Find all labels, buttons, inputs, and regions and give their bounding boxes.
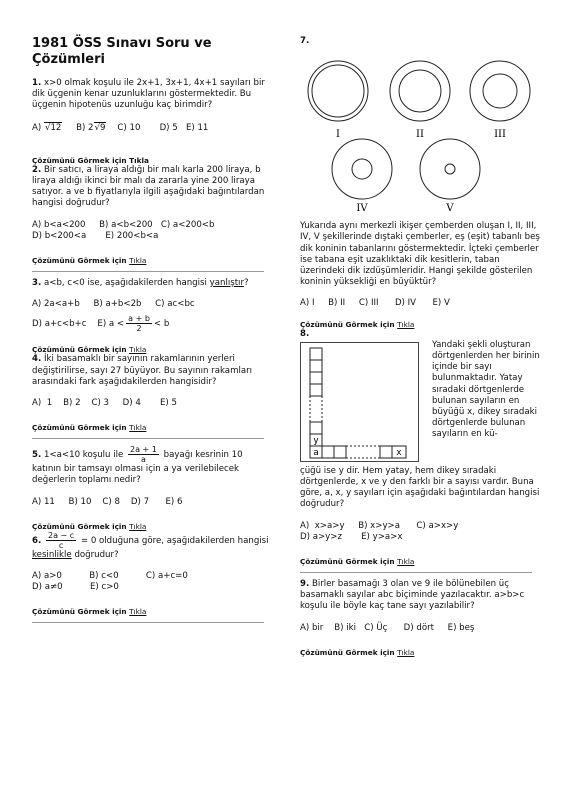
question-3 bbox=[32, 278, 272, 289]
question-7-text: Yukarıda aynı merkezli ikişer çemberden oluşan I, II, III, IV, V şekillerinde dıştaki çemberler, eş (eşit) tabanlı beş dik koninin tabanlarını göstermektedir. İçteki çemberler ise tabana eşit uzaklıktaki dik kesitlerin, taban üzerindeki dik izdüşümleridir. Hangi şekilde gösterilen koninin yüksekliği en büyüktür? bbox=[300, 221, 540, 288]
fraction bbox=[126, 314, 152, 333]
fraction-numerator: a + b bbox=[128, 314, 150, 324]
question-6-options bbox=[32, 571, 272, 593]
circle-figure-i bbox=[308, 61, 368, 140]
sqrt-9: √9 bbox=[94, 122, 106, 133]
circle-label-i: I bbox=[336, 129, 340, 141]
question-text-end: bayağı kesrinin 10 katının bir tamsayı olması için a ya verilebilecek değerlerin toplamı nedir? bbox=[32, 450, 243, 486]
question-number: 7. bbox=[300, 36, 310, 46]
solution-link[interactable]: Tıkla bbox=[129, 345, 147, 355]
options-line-2: D) b<200<a E) 200<b<a bbox=[32, 230, 159, 241]
solution-link-2 bbox=[32, 256, 272, 265]
question-number: 3. bbox=[32, 278, 42, 289]
question-9 bbox=[300, 579, 540, 613]
question-number: 6. bbox=[32, 535, 42, 546]
fraction-numerator: 2a + 1 bbox=[130, 445, 157, 455]
solution-link[interactable]: Tıkla bbox=[129, 423, 147, 433]
question-8-options bbox=[300, 521, 540, 543]
question-5-options bbox=[32, 497, 272, 508]
circle-figure-iv bbox=[332, 139, 392, 211]
question-text: = 0 olduğuna göre, aşağıdakilerden hangisi bbox=[80, 535, 269, 546]
grid-figure bbox=[300, 342, 420, 462]
question-4-options bbox=[32, 398, 272, 409]
option-e: E) 11 bbox=[185, 122, 209, 133]
question-text: İki basamaklı bir sayının rakamlarının yerleri değiştirilirse, sayı 27 büyüyor. Bu sayının rakamları arasındaki fark aşağıdakilerden hangisidir? bbox=[32, 354, 253, 387]
question-5 bbox=[32, 445, 272, 486]
horizontal-cells bbox=[310, 446, 406, 458]
question-8-number bbox=[300, 329, 540, 340]
solution-link-8 bbox=[300, 557, 540, 566]
solution-link-4 bbox=[32, 423, 272, 432]
question-text: 1<a<10 koşulu ile bbox=[43, 450, 124, 461]
fraction-numerator: 2a − c bbox=[47, 530, 75, 540]
grid-label-a: a bbox=[313, 447, 319, 458]
vertical-cells bbox=[310, 348, 322, 446]
solution-link[interactable]: Tıkla bbox=[129, 607, 147, 617]
question-number: 2. bbox=[32, 164, 42, 175]
solution-prefix: Çözümünü Görmek için bbox=[300, 557, 395, 567]
solution-prefix: Çözümünü Görmek için bbox=[32, 423, 127, 433]
options-line-1: A) a>0 B) c<0 C) a+c=0 bbox=[32, 571, 188, 582]
solution-link-1 bbox=[32, 156, 272, 165]
question-3-options-2 bbox=[32, 314, 272, 333]
solution-prefix: Çözümünü Görmek için bbox=[32, 345, 127, 355]
circle-label-iii: III bbox=[494, 129, 506, 141]
divider bbox=[32, 622, 264, 623]
circle-label-iv: IV bbox=[356, 203, 368, 212]
option-b-label: B) 2 bbox=[76, 122, 94, 133]
circle-label-v: V bbox=[446, 203, 454, 212]
solution-link-5 bbox=[32, 522, 272, 531]
question-4 bbox=[32, 354, 272, 388]
question-text: Birler basamağı 3 olan ve 9 ile bölünebilen üç basamaklı sayılar abc biçiminde yazılacaktır. a>b>c koşulu ile böyle kaç tane sayı yazılabilir? bbox=[300, 579, 525, 612]
options-line: A) 11 B) 10 C) 8 D) 7 E) 6 bbox=[32, 496, 183, 507]
question-6 bbox=[32, 531, 272, 561]
question-text: a<b, c<0 ise, aşağıdakilerden hangisi bbox=[43, 278, 207, 289]
question-text-underlined: kesinlikle bbox=[32, 549, 72, 560]
sqrt-value: 12 bbox=[50, 122, 62, 133]
question-2 bbox=[32, 165, 272, 210]
question-7-number bbox=[300, 36, 540, 47]
question-number: 8. bbox=[300, 328, 310, 339]
options-line-1: A) 2a<a+b B) a+b<2b C) ac<bc bbox=[32, 299, 195, 310]
solution-link-7 bbox=[300, 320, 540, 329]
question-number: 5. bbox=[32, 450, 42, 461]
left-column bbox=[32, 36, 272, 629]
solution-link-9 bbox=[300, 648, 540, 657]
right-column bbox=[300, 36, 540, 657]
sqrt-12: √12 bbox=[44, 122, 62, 133]
question-text-underlined: yanlıştır bbox=[209, 278, 244, 289]
page-title: 1981 ÖSS Sınavı Soru ve Çözümleri bbox=[32, 36, 212, 67]
question-3-options bbox=[32, 299, 272, 310]
grid-label-y: y bbox=[313, 435, 319, 446]
option-d: D) 5 bbox=[159, 122, 178, 133]
solution-link[interactable]: Tıkla bbox=[397, 557, 415, 567]
divider bbox=[300, 572, 532, 573]
question-8-side-text: Yandaki şekli oluşturan dörtgenlerden her birinin içinde bir sayı bulunmaktadır. Yatay sıradaki dörtgenlerde bulunan sayıların en büyüğü x, dikey sıradaki dörtgenlerde bulunan sayıların en kü- bbox=[432, 339, 540, 440]
option-e-tail: < b bbox=[153, 319, 170, 330]
question-2-options bbox=[32, 220, 272, 242]
circle-label-ii: II bbox=[416, 129, 424, 141]
divider bbox=[32, 438, 264, 439]
option-c: C) 10 bbox=[117, 122, 141, 133]
fraction bbox=[46, 531, 76, 550]
question-number: 9. bbox=[300, 579, 310, 590]
solution-prefix: Çözümünü Görmek için bbox=[300, 319, 395, 329]
options-line-2: D) a≠0 E) c>0 bbox=[32, 582, 119, 593]
fraction-denominator: 2 bbox=[136, 324, 142, 334]
question-text: x>0 olmak koşulu ile 2x+1, 3x+1, 4x+1 sayıları bir dik üçgenin kenar uzunluklarını göstermektedir. Bu üçgenin hipotenüs uzunluğu kaç birimdir? bbox=[32, 78, 265, 111]
solution-prefix: Çözümünü Görmek için bbox=[300, 647, 395, 657]
solution-link[interactable]: Tıkla bbox=[397, 647, 415, 657]
circle-figure-iii bbox=[470, 61, 530, 140]
solution-prefix: Çözümünü Görmek için bbox=[32, 155, 127, 165]
sqrt-value: 9 bbox=[100, 122, 106, 133]
options-line: A) 1 B) 2 C) 3 D) 4 E) 5 bbox=[32, 398, 177, 409]
question-text-end: doğrudur? bbox=[74, 549, 119, 560]
option-a-label: A) bbox=[32, 122, 42, 133]
fraction-denominator: a bbox=[141, 455, 146, 465]
circle-figure-ii bbox=[390, 61, 450, 140]
options-line-1: A) b<a<200 B) a<b<200 C) a<200<b bbox=[32, 219, 215, 230]
solution-prefix: Çözümünü Görmek için bbox=[32, 521, 127, 531]
fraction bbox=[128, 445, 159, 464]
question-1 bbox=[32, 78, 272, 112]
solution-prefix: Çözümünü Görmek için bbox=[32, 256, 127, 266]
question-8-block bbox=[300, 340, 540, 466]
concentric-circles-figure bbox=[300, 51, 540, 211]
solution-link[interactable]: Tıkla bbox=[129, 155, 149, 165]
solution-prefix: Çözümünü Görmek için bbox=[32, 607, 127, 617]
options-line: A) bir B) iki C) Üç D) dört E) beş bbox=[300, 622, 475, 633]
solution-link[interactable]: Tıkla bbox=[129, 256, 147, 266]
options-line-2: D) a+c<b+c E) a < bbox=[32, 319, 125, 330]
circle-figure-v bbox=[420, 139, 480, 211]
options-line: A) I B) II C) III D) IV E) V bbox=[300, 298, 450, 309]
question-7-options bbox=[300, 298, 540, 309]
question-1-options bbox=[32, 122, 272, 134]
divider bbox=[32, 271, 264, 272]
question-number: 4. bbox=[32, 354, 42, 365]
grid-label-x: x bbox=[396, 447, 402, 458]
solution-link[interactable]: Tıkla bbox=[129, 521, 147, 531]
solution-link-6 bbox=[32, 607, 272, 616]
question-number: 1. bbox=[32, 78, 42, 88]
fraction-denominator: c bbox=[58, 540, 64, 550]
question-8-text: çüğü ise y dir. Hem yatay, hem dikey sıradaki dörtgenlerde, x ve y den farklı bir a sayısı vardır. Buna göre, a, x, y sayıları için aşağıdaki bağıntılardan hangisi doğrudur? bbox=[300, 465, 540, 510]
options-line-2: D) a>y>z E) y>a>x bbox=[300, 531, 403, 542]
question-text: Bir satıcı, a liraya aldığı bir malı karla 200 liraya, b liraya aldığı ikinci bir malı da zararla yine 200 liraya satıyor. a ve b fiyatlarıyla ilgili aşağıdaki bağıntılardan hangisi doğrudur? bbox=[32, 164, 265, 209]
question-text-end: ? bbox=[243, 278, 249, 289]
question-9-options bbox=[300, 623, 540, 634]
solution-link[interactable]: Tıkla bbox=[397, 319, 415, 329]
options-line-1: A) x>a>y B) x>y>a C) a>x>y bbox=[300, 520, 459, 531]
